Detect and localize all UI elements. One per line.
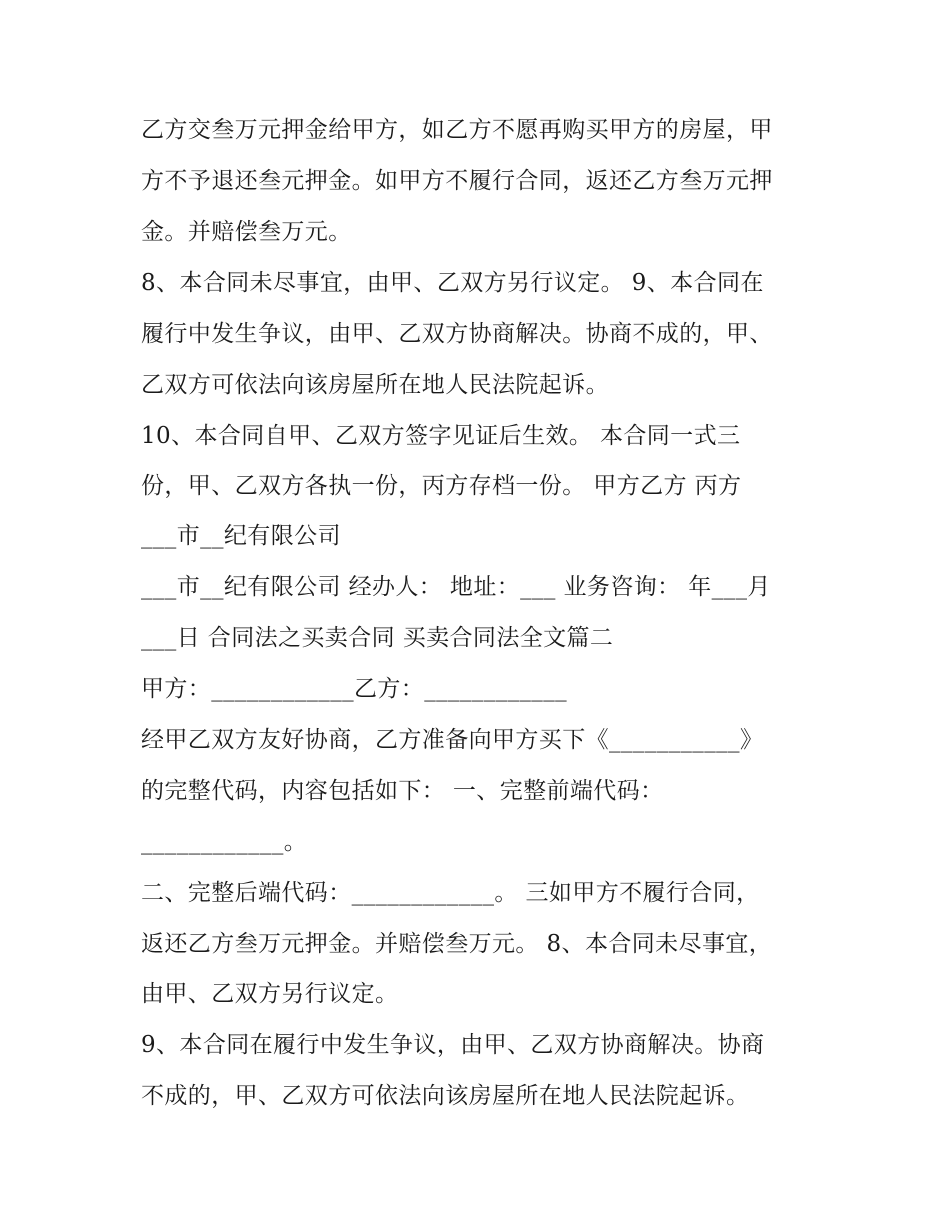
- text-line: 经甲乙双方友好协商，乙方准备向甲方买下《___________》: [141, 727, 764, 753]
- text-line: 不成的，甲、乙双方可依法向该房屋所在地人民法院起诉。: [141, 1083, 750, 1109]
- text-line: 乙双方可依法向该房屋所在地人民法院起诉。: [141, 372, 609, 398]
- text-line: 的完整代码，内容包括如下： 一、完整前端代码：: [141, 778, 664, 804]
- text-line: 份，甲、乙双方各执一份，丙方存档一份。 甲方乙方 丙方: [141, 473, 742, 499]
- text-line: 9、本合同在履行中发生争议，由甲、乙双方协商解决。协商: [141, 1032, 765, 1058]
- text-line: 10、本合同自甲、乙双方签字见证后生效。 本合同一式三: [141, 423, 741, 449]
- text-line: 8、本合同未尽事宜，由甲、乙双方另行议定。 9、本合同在: [141, 270, 764, 296]
- text-line: 乙方交叁万元押金给甲方，如乙方不愿再购买甲方的房屋，甲: [141, 117, 773, 143]
- text-line: 返还乙方叁万元押金。并赔偿叁万元。 8、本合同未尽事宜，: [141, 931, 773, 957]
- text-line: ___日 合同法之买卖合同 买卖合同法全文篇二: [141, 625, 614, 651]
- text-line: ____________。: [141, 829, 308, 855]
- text-line: 金。并赔偿叁万元。: [141, 219, 352, 245]
- text-line: 方不予退还叁元押金。如甲方不履行合同，返还乙方叁万元押: [141, 168, 773, 194]
- text-line: 履行中发生争议，由甲、乙双方协商解决。协商不成的，甲、: [141, 321, 773, 347]
- signature-fields-line: 甲方：____________乙方：____________: [141, 676, 567, 702]
- text-line: ___市__纪有限公司: [141, 523, 341, 549]
- text-line: ___市__纪有限公司 经办人： 地址：___ 业务咨询： 年___月: [141, 574, 771, 600]
- text-line: 由甲、乙双方另行议定。: [141, 981, 399, 1007]
- text-line: 二、完整后端代码：____________。 三如甲方不履行合同，: [141, 880, 760, 906]
